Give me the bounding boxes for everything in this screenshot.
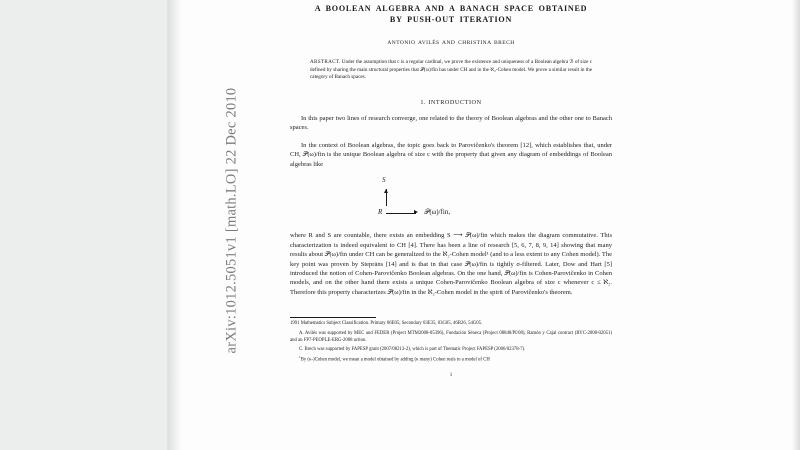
intro-paragraph-2: In the context of Boolean algebras, the topic goes back to Parovičenko's theorem [12], which establishes that, under CH, 𝒫(ω)/fin is the unique Boolean algebra of size c with the property that given any diagram of embeddings of Boolean algebras like (290, 141, 612, 168)
paper-title-line-2: BY PUSH-OUT ITERATION (389, 15, 513, 25)
diagram-arrow-right-icon (386, 210, 420, 216)
diagram-node-S: S (382, 176, 386, 185)
paper-title (290, 3, 612, 25)
commutative-diagram (290, 176, 612, 223)
paper-text-column (290, 0, 612, 450)
footnote-msc-text: 1991 Mathematics Subject Classification. Primary 06E05; Secondary 03E35, 03G05, 46B26, 54G05. (290, 321, 483, 327)
page-left-shadow (168, 0, 182, 450)
paper-title-line-1: A BOOLEAN ALGEBRA AND A BANACH SPACE OBTAINED (314, 4, 588, 13)
footnote-marker-1: 1 (299, 355, 301, 360)
diagram-node-powerset: 𝒫(ω)/fin, (424, 208, 451, 217)
footnote-msc (290, 321, 612, 328)
arxiv-identifier-stamp: arXiv:1012.5051v1 [math.LO] 22 Dec 2010 (223, 87, 240, 354)
paper-abstract (310, 59, 592, 82)
intro-paragraph-3: where R and S are countable, there exists an embedding S ⟶ 𝒫(ω)/fin which makes the diagram commutative. This characterization is indeed equivalent to CH [4]. There has been a line of research [5, 6, 7, 8, 9, 14] showing that many results about 𝒫(ω)/fin under CH can be generalized to the ℵ₂-Cohen model¹ (and to a less extent to any Cohen model). The key point was proven by Steprāns [14] and is that in that case 𝒫(ω)/fin is tightly σ-filtered. Later, Dow and Hart [5] introduced the notion of Cohen-Parovičenko Boolean algebras. On the one hand, 𝒫(ω)/fin is Cohen-Parovičenko in Cohen models, and on the other hand there exists a unique Cohen-Parovičenko Boolean algebra of size c whenever c ≤ ℵ₂. Therefore this property characterizes 𝒫(ω)/fin in the ℵ₂-Cohen model in the spirit of Parovičenko's theorem. (290, 232, 612, 296)
section-heading-introduction: 1. INTRODUCTION (420, 98, 482, 106)
footnote-cohen-model (290, 357, 612, 364)
intro-paragraph-1: In this paper two lines of research converge, one related to the theory of Boolean algebras and the other one to Banach spaces. (290, 114, 612, 132)
paper-authors: ANTONIO AVILÉS AND CHRISTINA BRECH (387, 40, 515, 47)
page-number: 1 (449, 373, 453, 379)
footnote-funding-aviles: A. Avilés was supported by MEC and FEDER (Project MTM2008-05396), Fundación Séneca (Project 08848/PI/08), Ramón y Cajal contract (RYC-2008-02051) and an FP7-PEOPLE-ERG-2008 action. (290, 331, 612, 343)
abstract-body: Under the assumption that c is a regular cardinal, we prove the existence and uniqueness of a Boolean algebra ℬ of size c defined by sharing the main structural properties that 𝒫(ω)/fin has under CH and in the ℵ₂-Cohen model. We prove a similar result in the category of Banach spaces. (310, 59, 593, 81)
page-right-edge-shadow (792, 0, 800, 450)
diagram-arrow-up-icon (386, 189, 387, 206)
footnote-cohen-model-text: By (κ-)Cohen model, we mean a model obtained by adding (κ many) Cohen reals to a model of CH (300, 357, 490, 363)
abstract-label: ABSTRACT. (310, 59, 341, 66)
footnote-funding-brech: C. Brech was supported by FAPESP grant (2007/08213-2), which is part of Thematic Project FAPESP (2006/02378-7). (299, 347, 526, 353)
pdf-page-sheet (168, 0, 800, 450)
diagram-bottom-row (378, 208, 450, 217)
footnote-separator-rule (290, 317, 376, 318)
diagram-node-R: R (378, 208, 383, 217)
